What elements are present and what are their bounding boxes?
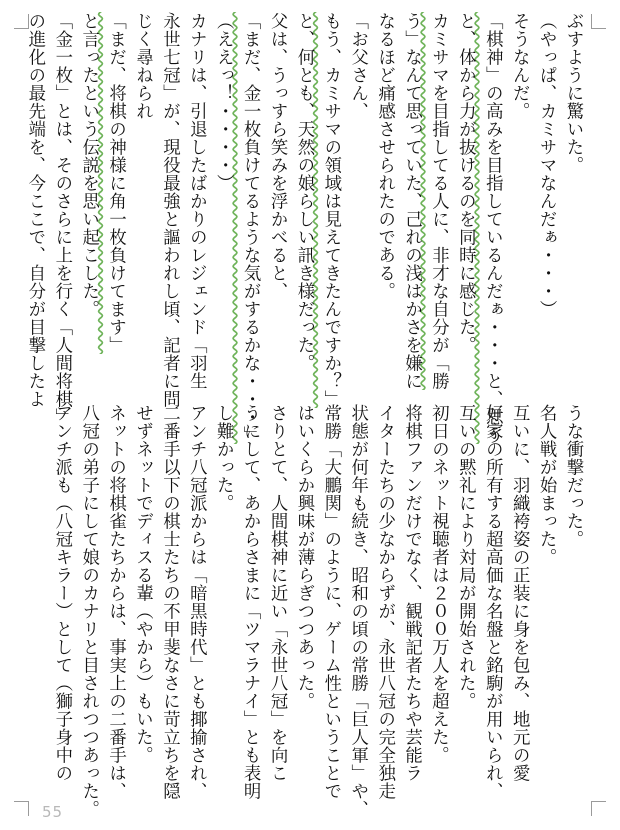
text-line: カミサマを目指してる人に、非才な自分が「勝 [428, 12, 449, 390]
text-line: ネットの将棋雀たちからは、事実上の二番手は、 [105, 404, 126, 800]
text-line: 互いに、羽織袴姿の正装に身を包み、地元の愛 [509, 404, 530, 782]
text-line: の進化の最先端を、今ここで、自分が目撃したよ [24, 12, 45, 408]
upper-text-block [24, 12, 586, 444]
text-line: そうなんだ。 [509, 12, 530, 120]
crop-mark-top-right [591, 14, 606, 29]
text-line: アンチ八冠派からは「暗黒時代」とも揶揄され、 [186, 404, 207, 800]
text-line: うにして、あからさまに「ツマラナイ」とも表明 [240, 404, 261, 800]
text-line: 父は、うっすら笑みを浮かべると、 [267, 12, 288, 300]
text-line: 二番手以下の棋士たちの不甲斐なさに苛立ちを隠 [159, 404, 180, 800]
text-line: アンチ派も（八冠キラー）として（獅子身中の [51, 404, 72, 782]
text-line: う」なんて思っていた、己れの浅はかさを嫌に [401, 12, 422, 390]
text-line: 初日のネット視聴者は２００万人を超えた。 [428, 404, 449, 764]
text-line: と言ったという伝説を思い起こした。 [78, 12, 99, 318]
text-line: 好家の所有する超高価な名盤と銘駒が用いられ、 [482, 404, 503, 800]
text-line: イターたちの少なからずが、永世八冠の完全独走 [374, 404, 395, 800]
text-line: し難かった。 [213, 404, 234, 512]
text-line: 状態が何年も続き、昭和の頃の常勝「巨人軍」や、 [347, 404, 368, 818]
text-line: さりとて、人間棋神に近い「永世八冠」を向こ [267, 404, 288, 782]
text-line: なるほど痛感させられたのである。 [374, 12, 395, 300]
text-line: 「まだ、金一枚負けてるような気がするかな・・・」 [240, 12, 261, 444]
text-line: 「棋神」の高みを目指しているんだぁ・・・と、思う [482, 12, 503, 444]
text-line: （ええっ！・・・・） [213, 12, 234, 192]
text-line: 「金一枚」とは、そのさらに上を行く「人間将棋」 [51, 12, 72, 426]
text-line: 八冠の弟子にして娘のカナリと目されつつあった。 [78, 404, 99, 818]
text-line: カナリは、引退したばかりのレジェンド「羽生 [186, 12, 207, 390]
text-line: （やっぱ、カミサマなんだぁ・・・） [536, 12, 557, 318]
page-number: 55 [42, 803, 64, 821]
crop-mark-bottom-left [14, 801, 29, 816]
text-line: 「お父さん、 [347, 12, 368, 120]
text-line: 「まだ、将棋の神様に角一枚負けてます」 [105, 12, 126, 354]
text-line: 名人戦が始まった。 [536, 404, 557, 566]
text-line: うな衝撃だった。 [563, 404, 583, 548]
crop-mark-bottom-right [591, 801, 606, 816]
text-line: じく尋ねられ [132, 12, 153, 120]
text-line: せずネットでディスる輩（やから）もいた。 [132, 404, 153, 764]
text-line: 永世七冠」が、現役最強と謳われし頃、記者に問 [159, 12, 180, 408]
text-line: と、体から力が抜けるのを同時に感じた。 [455, 12, 476, 354]
text-line: 常勝「大鵬関」のように、ゲーム性ということで [320, 404, 341, 800]
text-line: もう、カミサマの領域は見えてきたんですか？」 [320, 12, 341, 408]
text-line: と、何とも、天然の娘らしい訊き様だった。 [293, 12, 314, 372]
text-line: 将棋ファンだけでなく、観戦記者たちや芸能ラ [401, 404, 422, 782]
text-line: ぶすように驚いた。 [563, 12, 583, 174]
text-line: はいくらか興味が薄らぎつつあった。 [293, 404, 314, 710]
text-line: 互いの黙礼により対局が開始された。 [455, 404, 476, 710]
